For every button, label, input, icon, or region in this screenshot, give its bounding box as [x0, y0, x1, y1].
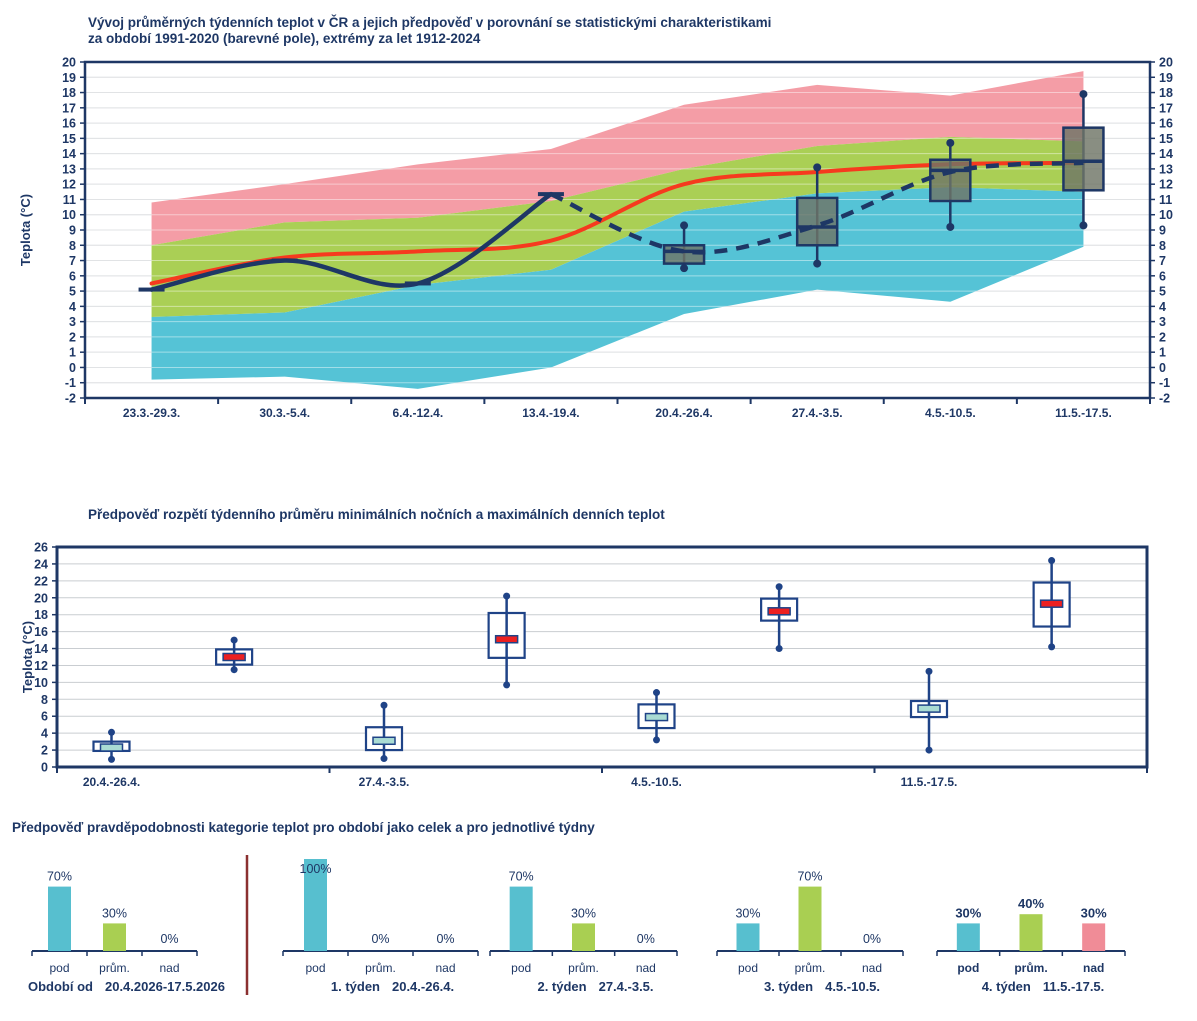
y-tick-label: 0 — [41, 760, 48, 775]
top-chart-y-axis-label: Teplota (°C) — [18, 193, 33, 267]
max-day-whisker-low-dot — [776, 645, 783, 652]
prob-group-caption: 2. týden 27.4.-3.5. — [537, 979, 654, 994]
middle-chart-plot — [34, 541, 1147, 790]
prob-category-label: nad — [435, 961, 456, 975]
y-tick-label-right: 6 — [1159, 269, 1166, 284]
prob-category-label: nad — [635, 961, 656, 975]
top-chart-svg — [0, 0, 1197, 460]
y-tick-label-right: 10 — [1159, 208, 1173, 223]
whisker-high-dot — [680, 221, 688, 229]
y-tick-label-right: 20 — [1159, 55, 1173, 70]
y-tick-label: 12 — [34, 658, 48, 673]
max-day-whisker-high-dot — [503, 593, 510, 600]
prob-value-label: 0% — [436, 932, 455, 946]
prob-group — [717, 870, 903, 994]
prob-group-caption: 1. týden 20.4.-26.4. — [330, 979, 455, 994]
max-day-whisker-high-dot — [776, 583, 783, 590]
y-tick-label-right: 12 — [1159, 177, 1173, 192]
prob-group — [937, 896, 1125, 994]
prob-category-label: prům. — [365, 961, 396, 975]
min-night-median — [646, 714, 668, 721]
y-tick-label-right: 0 — [1159, 360, 1166, 375]
max-day-whisker-low-dot — [1048, 643, 1055, 650]
prob-value-label: 70% — [508, 869, 534, 884]
prob-category-label: pod — [49, 961, 70, 975]
y-tick-label: 6 — [41, 709, 48, 724]
y-tick-label: 2 — [41, 743, 48, 758]
y-tick-label-left: 4 — [69, 299, 76, 314]
top-chart-title-line1: Vývoj průměrných týdenních teplot v ČR a jejich předpověď v porovnání se statistickými charakteristikami — [88, 15, 772, 30]
y-tick-label-left: 0 — [69, 360, 76, 375]
y-tick-label-right: 5 — [1159, 284, 1166, 299]
prob-bar-pod — [48, 887, 71, 951]
y-tick-label-left: 15 — [62, 131, 76, 146]
middle-chart-title: Předpověď rozpětí týdenního průměru minimálních nočních a maximálních denních teplot — [88, 507, 665, 522]
y-tick-label-right: 11 — [1159, 192, 1173, 207]
whisker-low-dot — [1079, 221, 1087, 229]
prob-category-label: pod — [957, 961, 980, 975]
max-day-median — [223, 654, 245, 661]
prob-value-label: 70% — [797, 869, 823, 884]
y-tick-label-right: 9 — [1159, 223, 1166, 238]
y-tick-label-left: 10 — [62, 208, 76, 223]
y-tick-label-right: 2 — [1159, 330, 1166, 345]
y-tick-label-right: 4 — [1159, 299, 1166, 314]
middle-chart-svg — [0, 500, 1197, 800]
y-tick-label-right: -1 — [1159, 376, 1171, 391]
prob-group-caption: 3. týden 4.5.-10.5. — [763, 979, 881, 994]
prob-bar-prům — [799, 887, 822, 951]
whisker-high-dot — [946, 139, 954, 147]
forecast-box — [930, 160, 970, 201]
y-tick-label-left: 14 — [62, 147, 76, 162]
probability-bars-section — [0, 810, 1197, 1021]
y-tick-label: 10 — [34, 675, 48, 690]
min-night-whisker-low-dot — [926, 747, 933, 754]
max-day-whisker-high-dot — [1048, 557, 1055, 564]
min-night-whisker-low-dot — [381, 755, 388, 762]
weekly-temperature-evolution-chart — [0, 0, 1197, 465]
bottom-chart-svg — [0, 810, 1197, 1016]
observed-point-marker — [139, 288, 165, 292]
min-max-range-chart — [0, 500, 1197, 805]
min-night-whisker-low-dot — [108, 756, 115, 763]
prob-group-caption: Období od 20.4.2026-17.5.2026 — [28, 979, 225, 994]
y-tick-label: 8 — [41, 692, 48, 707]
max-day-whisker-high-dot — [231, 637, 238, 644]
y-tick-label-left: 17 — [62, 101, 76, 116]
y-tick-label-left: 13 — [62, 162, 76, 177]
prob-bar-prům — [572, 923, 595, 951]
whisker-low-dot — [946, 223, 954, 231]
observed-point-marker — [405, 281, 431, 285]
prob-value-label: 0% — [160, 932, 179, 946]
max-day-median — [1041, 600, 1063, 607]
prob-category-label: prům. — [794, 961, 826, 975]
y-tick-label: 4 — [41, 726, 48, 741]
min-night-whisker-high-dot — [926, 668, 933, 675]
max-day-median — [768, 608, 790, 615]
y-tick-label-right: 1 — [1159, 345, 1166, 360]
prob-category-label: pod — [305, 961, 326, 975]
max-day-whisker-low-dot — [231, 666, 238, 673]
forecast-box — [1063, 128, 1103, 191]
x-tick-label: 4.5.-10.5. — [631, 775, 682, 789]
middle-chart-y-axis-label: Teplota (°C) — [20, 620, 35, 694]
min-night-median — [101, 744, 123, 751]
y-tick-label-right: -2 — [1159, 391, 1171, 406]
prob-bar-prům — [103, 923, 126, 951]
prob-category-label: prům. — [99, 961, 130, 975]
observed-point-marker — [272, 259, 298, 263]
prob-value-label: 30% — [1080, 905, 1107, 921]
x-tick-label: 27.4.-3.5. — [791, 406, 843, 420]
prob-bar-pod — [510, 887, 533, 951]
whisker-low-dot — [813, 260, 821, 268]
prob-category-label: prům. — [568, 961, 599, 975]
y-tick-label: 16 — [34, 625, 48, 640]
y-tick-label-left: 16 — [62, 116, 76, 131]
x-tick-label: 27.4.-3.5. — [358, 775, 410, 789]
y-tick-label: 26 — [34, 540, 48, 555]
y-tick-label-right: 18 — [1159, 86, 1173, 101]
min-night-median — [373, 737, 395, 744]
y-tick-label-left: 7 — [69, 254, 76, 269]
prob-category-label: nad — [1082, 961, 1105, 975]
x-tick-label: 13.4.-19.4. — [522, 406, 580, 420]
prob-group — [283, 859, 478, 994]
y-tick-label-left: 1 — [69, 345, 76, 360]
prob-value-label: 40% — [1017, 896, 1045, 912]
prob-value-label: 100% — [299, 862, 332, 876]
y-tick-label-left: 20 — [62, 55, 76, 70]
max-day-median — [496, 636, 518, 643]
prob-group-caption: 4. týden 11.5.-17.5. — [981, 979, 1105, 994]
bottom-chart-plot — [28, 855, 1125, 995]
prob-value-label: 30% — [955, 905, 982, 921]
x-tick-label: 20.4.-26.4. — [655, 406, 713, 420]
max-day-whisker-low-dot — [503, 681, 510, 688]
prob-value-label: 30% — [570, 906, 597, 921]
y-tick-label-right: 7 — [1159, 254, 1166, 269]
y-tick-label-left: 19 — [62, 70, 76, 85]
x-tick-label: 20.4.-26.4. — [82, 775, 141, 789]
prob-bar-pod — [957, 923, 980, 951]
prob-category-label: pod — [737, 961, 759, 975]
prob-bar-prům — [1020, 914, 1043, 951]
prob-value-label: 0% — [862, 932, 882, 946]
y-tick-label: 14 — [34, 642, 48, 657]
y-tick-label-left: 9 — [69, 223, 76, 238]
y-tick-label-left: 12 — [62, 177, 76, 192]
prob-value-label: 0% — [636, 932, 655, 946]
whisker-high-dot — [813, 163, 821, 171]
y-tick-label-left: 8 — [69, 238, 76, 253]
prob-category-label: prům. — [1014, 961, 1048, 975]
y-tick-label-right: 3 — [1159, 315, 1166, 330]
min-night-median — [918, 705, 940, 712]
prob-value-label: 0% — [371, 932, 390, 946]
y-tick-label-left: 3 — [69, 315, 76, 330]
y-tick-label: 20 — [34, 591, 48, 606]
y-tick-label-left: -1 — [64, 376, 76, 391]
y-tick-label-left: 5 — [69, 284, 76, 299]
x-tick-label: 6.4.-12.4. — [392, 406, 444, 420]
y-tick-label-left: 6 — [69, 269, 76, 284]
x-tick-label: 4.5.-10.5. — [924, 406, 976, 420]
min-night-whisker-high-dot — [653, 689, 660, 696]
y-tick-label-left: 11 — [62, 192, 76, 207]
prob-value-label: 70% — [46, 869, 73, 884]
y-tick-label-right: 19 — [1159, 70, 1173, 85]
prob-category-label: nad — [861, 961, 883, 975]
y-tick-label: 24 — [34, 557, 48, 572]
prob-group — [28, 870, 225, 994]
prob-category-label: nad — [159, 961, 180, 975]
top-chart-title-line2: za období 1991-2020 (barevné pole), extrémy za let 1912-2024 — [88, 31, 481, 46]
x-tick-label: 11.5.-17.5. — [1055, 406, 1112, 420]
y-tick-label-right: 8 — [1159, 238, 1166, 253]
x-tick-label: 23.3.-29.3. — [122, 406, 181, 420]
y-tick-label-left: -2 — [64, 391, 76, 406]
prob-group — [490, 870, 677, 994]
bottom-section-title: Předpověď pravděpodobnosti kategorie teplot pro období jako celek a pro jednotlivé týdny — [12, 820, 595, 835]
y-tick-label-right: 16 — [1159, 116, 1173, 131]
x-tick-label: 30.3.-5.4. — [259, 406, 311, 420]
y-tick-label-left: 18 — [62, 86, 76, 101]
prob-value-label: 30% — [735, 906, 761, 921]
y-tick-label: 18 — [34, 608, 48, 623]
min-night-whisker-low-dot — [653, 736, 660, 743]
prob-bar-nad — [1082, 923, 1105, 951]
y-tick-label: 22 — [34, 574, 48, 589]
y-tick-label-right: 13 — [1159, 162, 1173, 177]
y-tick-label-right: 17 — [1159, 101, 1173, 116]
min-night-whisker-high-dot — [108, 729, 115, 736]
whisker-high-dot — [1079, 90, 1087, 98]
y-tick-label-right: 14 — [1159, 147, 1173, 162]
prob-bar-pod — [737, 923, 760, 951]
x-tick-label: 11.5.-17.5. — [900, 775, 958, 789]
y-tick-label-right: 15 — [1159, 131, 1173, 146]
top-chart-plot — [62, 56, 1173, 421]
min-night-whisker-high-dot — [381, 702, 388, 709]
y-tick-label-left: 2 — [69, 330, 76, 345]
prob-value-label: 30% — [101, 906, 128, 921]
prob-category-label: pod — [511, 961, 532, 975]
whisker-low-dot — [680, 264, 688, 272]
